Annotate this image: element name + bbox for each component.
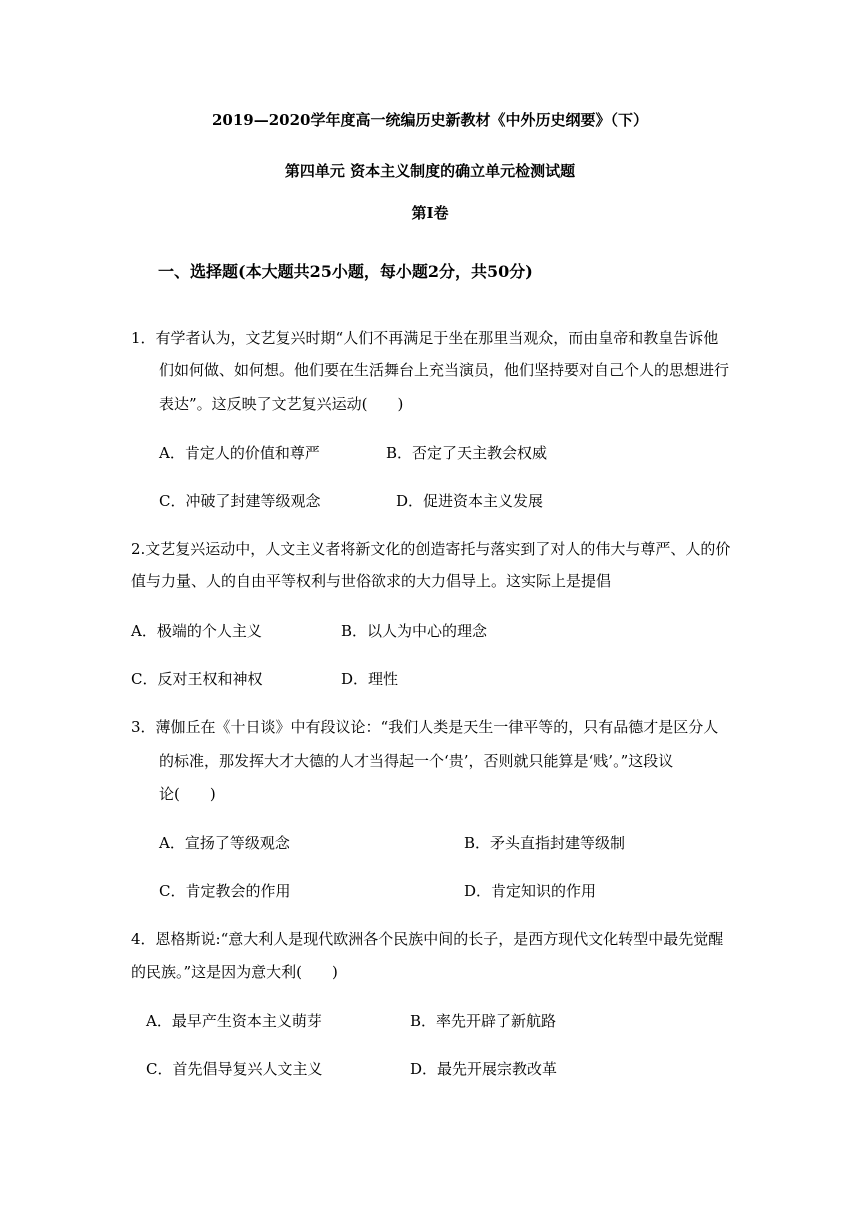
question-line: 2.文艺复兴运动中，人文主义者将新文化的创造寄托与落实到了对人的伟大与尊严、人的价 [131, 540, 731, 558]
question-line: 4．恩格斯说:“意大利人是现代欧洲各个民族中间的长子，是西方现代文化转型中最先觉醒 [131, 930, 724, 948]
document-title: 2019—2020学年度高一统编历史新教材《中外历史纲要》（下） [212, 111, 648, 129]
option-a: A．极端的个人主义 [131, 622, 262, 640]
option-c: C．反对王权和神权 [131, 670, 263, 688]
option-c: C．冲破了封建等级观念 [159, 492, 321, 510]
option-c: C．肯定教会的作用 [159, 882, 291, 900]
option-a: A．最早产生资本主义萌芽 [146, 1012, 322, 1030]
question-line: 的标准，那发挥大才大德的人才当得起一个‘贵’，否则就只能算是‘贱’。”这段议 [159, 752, 674, 770]
question-line: 表达”。这反映了文艺复兴运动( ) [159, 395, 404, 413]
question-line: 值与力量、人的自由平等权利与世俗欲求的大力倡导上。这实际上是提倡 [131, 572, 612, 590]
document-subtitle: 第四单元 资本主义制度的确立单元检测试题 [284, 162, 576, 180]
question-line: 们如何做、如何想。他们要在生活舞台上充当演员，他们坚持要对自己个人的思想进行 [159, 361, 730, 379]
question-line: 1．有学者认为，文艺复兴时期“人们不再满足于坐在那里当观众，而由皇帝和教皇告诉他 [131, 329, 719, 347]
option-b: B．否定了天主教会权威 [386, 444, 548, 462]
question-line: 的民族。”这是因为意大利( ) [131, 963, 338, 981]
question-line: 论( ) [159, 785, 216, 803]
option-b: B．矛头直指封建等级制 [464, 834, 626, 852]
volume-label: 第Ⅰ卷 [411, 204, 449, 222]
section-heading: 一、选择题(本大题共25小题，每小题2分，共50分) [158, 262, 533, 281]
option-d: D．肯定知识的作用 [464, 882, 597, 900]
option-c: C．首先倡导复兴人文主义 [146, 1060, 323, 1078]
option-d: D．最先开展宗教改革 [410, 1060, 558, 1078]
option-d: D．促进资本主义发展 [396, 492, 544, 510]
option-d: D．理性 [341, 670, 399, 688]
option-a: A．宣扬了等级观念 [159, 834, 290, 852]
option-b: B．率先开辟了新航路 [410, 1012, 557, 1030]
option-b: B．以人为中心的理念 [341, 622, 488, 640]
option-a: A．肯定人的价值和尊严 [159, 444, 320, 462]
question-line: 3．薄伽丘在《十日谈》中有段议论：“我们人类是天生一律平等的，只有品德才是区分人 [131, 718, 719, 736]
